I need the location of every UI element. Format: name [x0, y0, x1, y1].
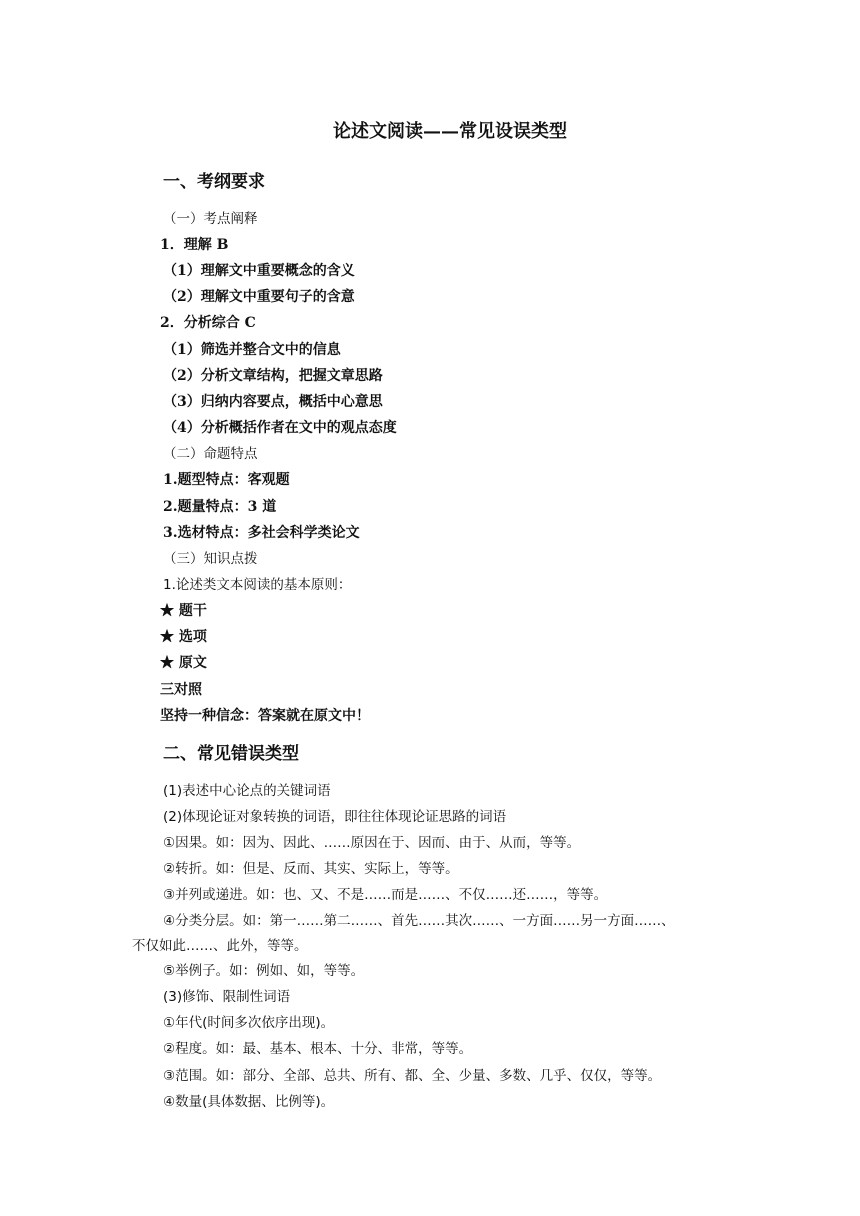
- error-line-modifiers: (3)修饰、限制性词语: [163, 989, 291, 1005]
- error-line-2: (2)体现论证对象转换的词语，即往往体现论证思路的词语: [163, 809, 507, 825]
- error-line-degree: ②程度。如：最、基本、根本、十分、非常，等等。: [163, 1041, 473, 1057]
- star-item-stem: ★ 题干: [160, 603, 207, 619]
- principle-intro: 1.论述类文本阅读的基本原则：: [163, 577, 352, 593]
- section-heading-syllabus: 一、考纲要求: [163, 172, 265, 192]
- document-title: 论述文阅读——常见设误类型: [333, 121, 567, 142]
- item-understand-2: （2）理解文中重要句子的含意: [163, 289, 355, 305]
- error-line-contrast: ②转折。如：但是、反而、其实、实际上，等等。: [163, 861, 459, 877]
- subheading-features: （二）命题特点: [163, 446, 258, 462]
- item-analyze-2: （2）分析文章结构，把握文章思路: [163, 368, 383, 384]
- item-analyze: 2．分析综合 C: [160, 315, 256, 331]
- item-analyze-4: （4）分析概括作者在文中的观点态度: [163, 420, 397, 436]
- star-item-original: ★ 原文: [160, 655, 207, 671]
- error-line-1: (1)表述中心论点的关键词语: [163, 783, 331, 799]
- feature-type: 1.题型特点：客观题: [163, 472, 290, 488]
- error-line-example: ⑤举例子。如：例如、如，等等。: [163, 963, 365, 979]
- section-heading-error-types: 二、常见错误类型: [163, 744, 299, 764]
- feature-material: 3.选材特点：多社会科学类论文: [163, 525, 360, 541]
- error-line-parallel: ③并列或递进。如：也、又、不是……而是……、不仅……还……，等等。: [163, 887, 608, 903]
- subheading-key-points: （一）考点阐释: [163, 211, 258, 227]
- three-compare: 三对照: [160, 682, 202, 698]
- error-line-quantity: ④数量(具体数据、比例等)。: [163, 1094, 335, 1110]
- item-analyze-1: （1）筛选并整合文中的信息: [163, 342, 341, 358]
- item-understand: 1．理解 B: [160, 237, 229, 253]
- belief-line: 坚持一种信念：答案就在原文中！: [160, 708, 370, 724]
- error-line-classify: ④分类分层。如：第一……第二……、首先……其次……、一方面……另一方面……、: [163, 913, 675, 929]
- error-line-classify-cont: 不仅如此……、此外，等等。: [132, 938, 308, 954]
- error-line-scope: ③范围。如：部分、全部、总共、所有、都、全、少量、多数、几乎、仅仅，等等。: [163, 1068, 662, 1084]
- error-line-cause: ①因果。如：因为、因此、……原因在于、因而、由于、从而，等等。: [163, 835, 581, 851]
- feature-count: 2.题量特点：3 道: [163, 499, 277, 515]
- item-understand-1: （1）理解文中重要概念的含义: [163, 263, 355, 279]
- subheading-tips: （三）知识点拨: [163, 551, 258, 567]
- error-line-era: ①年代(时间多次依序出现)。: [163, 1015, 335, 1031]
- star-item-options: ★ 选项: [160, 629, 207, 645]
- item-analyze-3: （3）归纳内容要点，概括中心意思: [163, 394, 383, 410]
